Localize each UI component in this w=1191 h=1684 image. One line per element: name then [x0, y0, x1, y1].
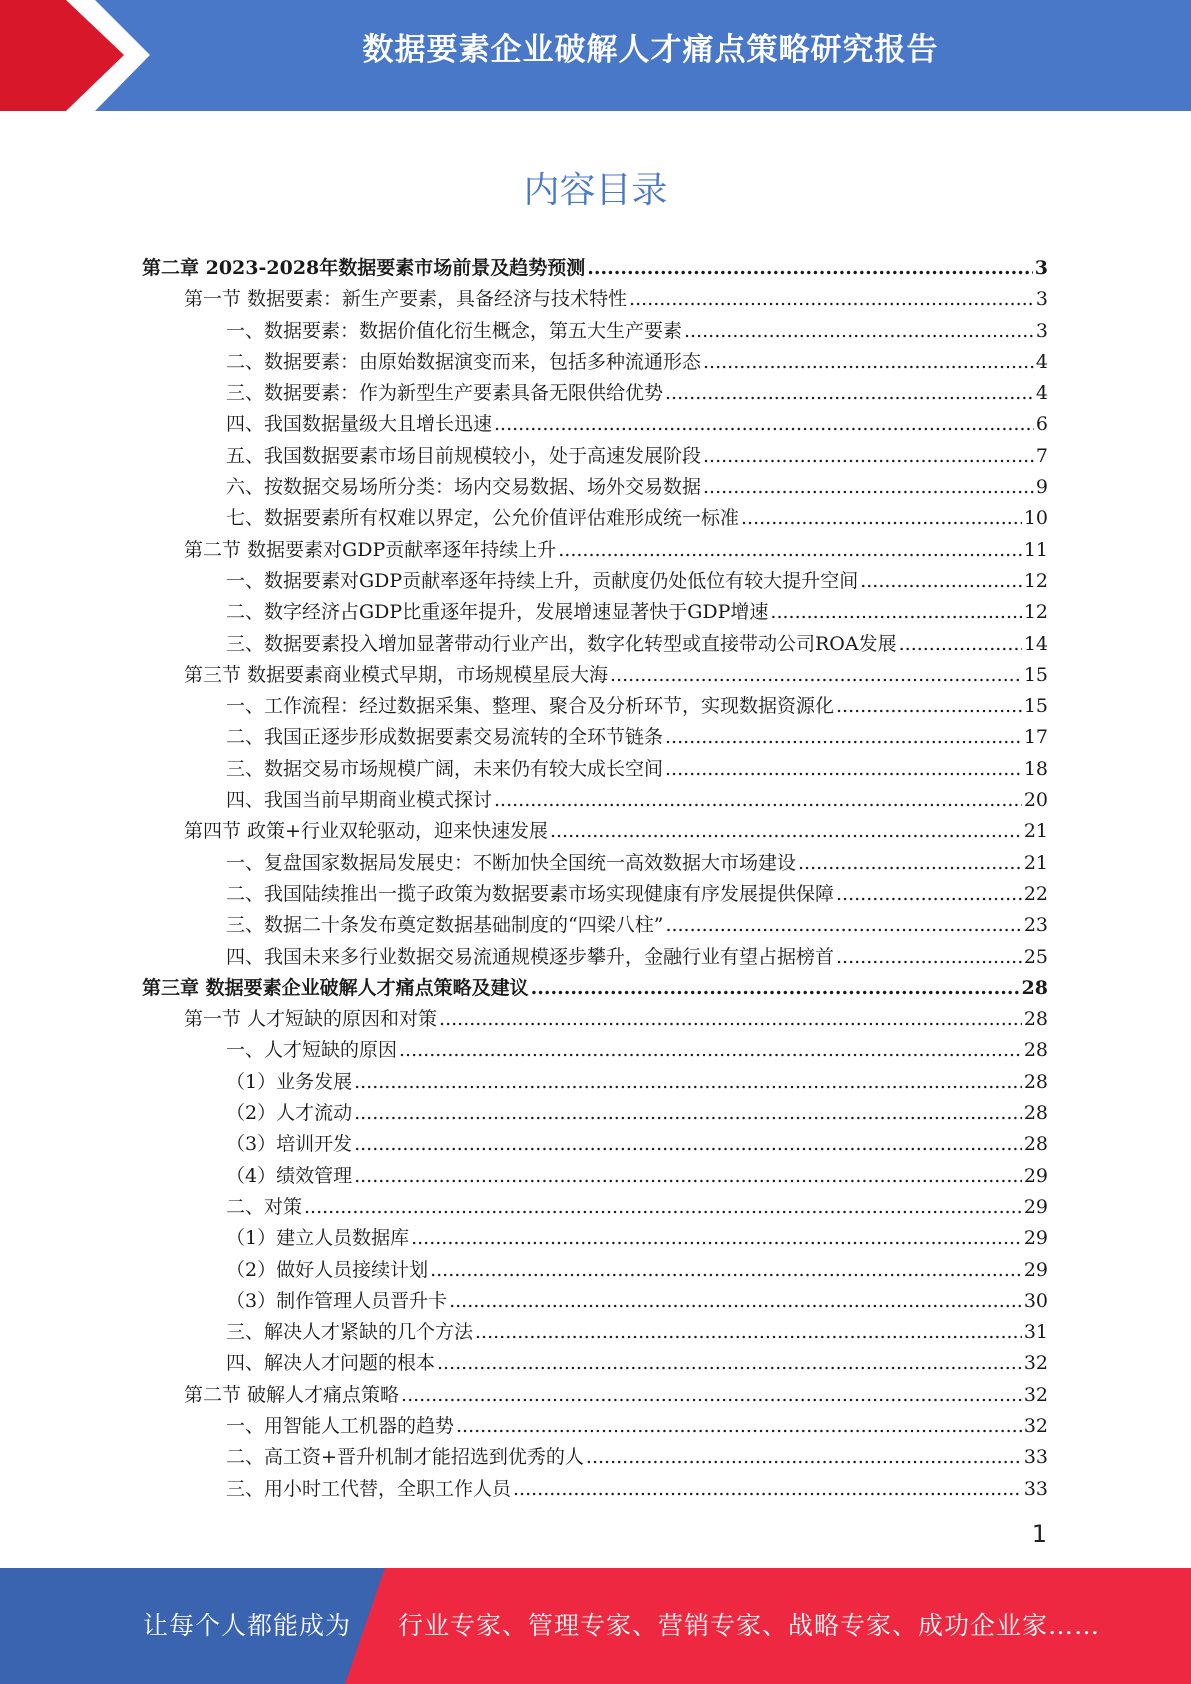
toc-entry-title: 四、解决人才问题的根本 [226, 1352, 436, 1375]
toc-entry-page: 32 [1023, 1352, 1048, 1375]
footer-slogan-right: 行业专家、管理专家、营销专家、战略专家、成功企业家…… [398, 1611, 1101, 1640]
toc-entry[interactable] [142, 1004, 1048, 1035]
toc-dot-leader [494, 789, 1022, 811]
toc-entry-title: 一、工作流程：经过数据采集、整理、聚合及分析环节，实现数据资源化 [226, 695, 835, 718]
toc-entry-page: 32 [1023, 1414, 1048, 1437]
toc-entry-page: 22 [1023, 882, 1048, 905]
toc-entry[interactable] [142, 535, 1048, 566]
toc-dot-leader [798, 852, 1022, 874]
toc-entry[interactable] [142, 1035, 1048, 1066]
toc-entry-page: 6 [1035, 413, 1048, 436]
toc-dot-leader [629, 288, 1034, 310]
toc-entry-title: （4）绩效管理 [226, 1164, 353, 1187]
page-number: 1 [1031, 1520, 1047, 1548]
toc-entry[interactable] [142, 910, 1048, 941]
toc-dot-leader [836, 946, 1022, 968]
toc-entry[interactable] [142, 253, 1048, 284]
toc-dot-leader [836, 695, 1022, 717]
toc-entry-page: 33 [1023, 1477, 1048, 1500]
toc-dot-leader [494, 413, 1034, 435]
toc-entry-title: 二、数据要素：由原始数据演变而来，包括多种流通形态 [226, 350, 702, 373]
toc-entry[interactable] [142, 1380, 1048, 1411]
report-title: 数据要素企业破解人才痛点策略研究报告 [362, 32, 939, 68]
toc-entry-title: 七、数据要素所有权难以界定，公允价值评估难形成统一标准 [226, 507, 740, 530]
toc-dot-leader [354, 1133, 1022, 1155]
header-banner [0, 0, 1191, 111]
toc-entry[interactable] [142, 754, 1048, 785]
toc-entry-title: （1）建立人员数据库 [226, 1227, 410, 1250]
toc-entry-page: 10 [1023, 507, 1048, 530]
toc-entry-page: 7 [1035, 444, 1048, 467]
toc-entry-title: 第四节 政策+行业双轮驱动，迎来快速发展 [184, 820, 548, 843]
toc-entry-title: 二、我国陆续推出一揽子政策为数据要素市场实现健康有序发展提供保障 [226, 882, 835, 905]
toc-entry[interactable] [142, 1255, 1048, 1286]
toc-entry[interactable] [142, 566, 1048, 597]
toc-entry-page: 29 [1023, 1195, 1048, 1218]
toc-entry[interactable] [142, 441, 1048, 472]
toc-entry-title: 一、数据要素：数据价值化衍生概念，第五大生产要素 [226, 319, 683, 342]
toc-entry[interactable] [142, 1129, 1048, 1160]
toc-entry[interactable] [142, 785, 1048, 816]
toc-dot-leader [770, 601, 1021, 623]
toc-entry-title: 一、复盘国家数据局发展史：不断加快全国统一高效数据大市场建设 [226, 851, 797, 874]
toc-entry-title: （1）业务发展 [226, 1070, 353, 1093]
toc-dot-leader [665, 726, 1022, 748]
toc-entry[interactable] [142, 1098, 1048, 1129]
toc-entry-page: 28 [1023, 1039, 1048, 1062]
toc-entry[interactable] [142, 1317, 1048, 1348]
toc-entry[interactable] [142, 597, 1048, 628]
toc-entry[interactable] [142, 629, 1048, 660]
toc-entry-title: 四、我国未来多行业数据交易流通规模逐步攀升，金融行业有望占据榜首 [226, 945, 835, 968]
toc-entry[interactable] [142, 503, 1048, 534]
toc-entry-page: 3 [1034, 257, 1048, 279]
toc-entry[interactable] [142, 942, 1048, 973]
toc-entry-page: 28 [1023, 1102, 1048, 1125]
toc-entry[interactable] [142, 1442, 1048, 1473]
toc-dot-leader [449, 1290, 1022, 1312]
toc-dot-leader [665, 382, 1034, 404]
toc-entry-title: 三、数据二十条发布奠定数据基础制度的“四梁八柱” [226, 914, 664, 937]
toc-dot-leader [741, 507, 1022, 529]
toc-dot-leader [354, 1165, 1022, 1187]
toc-entry-page: 15 [1023, 663, 1048, 686]
toc-entry-title: （2）做好人员接续计划 [226, 1258, 429, 1281]
toc-dot-leader [703, 445, 1034, 467]
toc-entry-page: 28 [1023, 1070, 1048, 1093]
toc-entry[interactable] [142, 816, 1048, 847]
toc-entry-page: 30 [1023, 1289, 1048, 1312]
toc-entry[interactable] [142, 848, 1048, 879]
toc-dot-leader [703, 351, 1034, 373]
toc-entry-title: 三、解决人才紧缺的几个方法 [226, 1321, 474, 1344]
toc-entry-title: （2）人才流动 [226, 1102, 353, 1125]
toc-entry-page: 28 [1023, 1133, 1048, 1156]
toc-entry-title: 五、我国数据要素市场目前规模较小，处于高速发展阶段 [226, 444, 702, 467]
toc-entry-page: 18 [1023, 757, 1048, 780]
toc-entry-title: 二、数字经济占GDP比重逐年提升，发展增速显著快于GDP增速 [226, 601, 769, 624]
toc-dot-leader [684, 320, 1034, 342]
toc-dot-leader [531, 977, 1020, 999]
toc-entry-page: 25 [1023, 945, 1048, 968]
toc-entry-page: 11 [1023, 538, 1048, 561]
toc-dot-leader [836, 883, 1022, 905]
toc-entry-page: 31 [1023, 1321, 1048, 1344]
toc-entry-title: 四、我国数据量级大且增长迅速 [226, 413, 493, 436]
toc-entry[interactable] [142, 973, 1048, 1004]
toc-entry-title: 一、用智能人工机器的趋势 [226, 1414, 455, 1437]
toc-entry-title: 第三节 数据要素商业模式早期，市场规模星辰大海 [184, 663, 609, 686]
toc-heading: 内容目录 [523, 170, 668, 211]
toc-entry-title: 二、高工资+晋升机制才能招选到优秀的人 [226, 1446, 584, 1469]
toc-entry[interactable] [142, 347, 1048, 378]
toc-entry-title: 六、按数据交易场所分类：场内交易数据、场外交易数据 [226, 476, 702, 499]
toc-entry[interactable] [142, 879, 1048, 910]
toc-entry[interactable] [142, 722, 1048, 753]
toc-dot-leader [550, 820, 1022, 842]
toc-entry-page: 12 [1023, 569, 1048, 592]
toc-dot-leader [437, 1352, 1022, 1374]
toc-entry-title: 二、对策 [226, 1195, 303, 1218]
toc-entry[interactable] [142, 316, 1048, 347]
toc-entry[interactable] [142, 660, 1048, 691]
toc-dot-leader [703, 476, 1034, 498]
toc-entry[interactable] [142, 1348, 1048, 1379]
toc-entry-page: 28 [1023, 1008, 1048, 1031]
toc-entry-page: 23 [1023, 914, 1048, 937]
toc-entry-title: 三、数据要素：作为新型生产要素具备无限供给优势 [226, 382, 664, 405]
toc-entry[interactable] [142, 1286, 1048, 1317]
toc-entry-page: 32 [1023, 1383, 1048, 1406]
toc-entry[interactable] [142, 378, 1048, 409]
toc-dot-leader [401, 1384, 1022, 1406]
toc-entry-title: （3）制作管理人员晋升卡 [226, 1289, 448, 1312]
toc-entry-page: 33 [1023, 1446, 1048, 1469]
toc-entry[interactable] [142, 1411, 1048, 1442]
toc-entry-page: 14 [1023, 632, 1048, 655]
toc-entry-page: 3 [1035, 319, 1048, 342]
toc-dot-leader [513, 1478, 1022, 1500]
toc-entry-page: 9 [1035, 476, 1048, 499]
toc-entry-page: 17 [1023, 726, 1048, 749]
toc-entry[interactable] [142, 472, 1048, 503]
toc-dot-leader [475, 1321, 1022, 1343]
toc-entry[interactable] [142, 1223, 1048, 1254]
toc-entry[interactable] [142, 409, 1048, 440]
toc-entry-page: 29 [1023, 1164, 1048, 1187]
toc-entry-page: 29 [1023, 1227, 1048, 1250]
toc-entry-page: 28 [1021, 976, 1048, 999]
toc-entry-page: 21 [1023, 820, 1048, 843]
toc-entry-title: 四、我国当前早期商业模式探讨 [226, 789, 493, 812]
toc-entry-page: 29 [1023, 1258, 1048, 1281]
toc-dot-leader [354, 1071, 1022, 1093]
toc-entry[interactable] [142, 1474, 1048, 1505]
toc-entry-title: （3）培训开发 [226, 1133, 353, 1156]
footer-slogan-left: 让每个人都能成为 [143, 1611, 352, 1640]
toc-entry-title: 一、数据要素对GDP贡献率逐年持续上升，贡献度仍处低位有较大提升空间 [226, 569, 859, 592]
toc-entry-title: 第二章 2023-2028年数据要素市场前景及趋势预测 [142, 257, 586, 279]
toc-dot-leader [899, 633, 1022, 655]
toc-entry[interactable] [142, 1067, 1048, 1098]
toc-entry-title: 三、数据交易市场规模广阔，未来仍有较大成长空间 [226, 757, 664, 780]
toc-entry-title: 第二节 数据要素对GDP贡献率逐年持续上升 [184, 538, 557, 561]
toc-entry[interactable] [142, 1161, 1048, 1192]
toc-entry-page: 3 [1035, 288, 1048, 311]
toc-entry-page: 21 [1023, 851, 1048, 874]
toc-dot-leader [354, 1102, 1022, 1124]
toc-entry-title: 二、我国正逐步形成数据要素交易流转的全环节链条 [226, 726, 664, 749]
toc-dot-leader [439, 1008, 1022, 1030]
toc-dot-leader [430, 1259, 1022, 1281]
toc-entry-title: 第一节 人才短缺的原因和对策 [184, 1008, 438, 1031]
toc-entry-page: 4 [1035, 350, 1048, 373]
table-of-contents [142, 253, 1048, 1505]
toc-entry-title: 三、数据要素投入增加显著带动行业产出，数字化转型或直接带动公司ROA发展 [226, 632, 897, 655]
toc-entry-page: 12 [1023, 601, 1048, 624]
toc-dot-leader [558, 539, 1022, 561]
toc-dot-leader [411, 1227, 1022, 1249]
toc-entry[interactable] [142, 1192, 1048, 1223]
toc-dot-leader [586, 1446, 1022, 1468]
toc-entry-title: 三、用小时工代替，全职工作人员 [226, 1477, 512, 1500]
toc-entry[interactable] [142, 691, 1048, 722]
footer-banner [0, 1568, 1191, 1684]
toc-dot-leader [456, 1415, 1022, 1437]
toc-entry-title: 第二节 破解人才痛点策略 [184, 1383, 400, 1406]
toc-entry-page: 20 [1023, 789, 1048, 812]
toc-entry-title: 第一节 数据要素：新生产要素，具备经济与技术特性 [184, 288, 628, 311]
toc-entry[interactable] [142, 284, 1048, 315]
toc-dot-leader [610, 664, 1022, 686]
toc-entry-page: 4 [1035, 382, 1048, 405]
toc-dot-leader [304, 1196, 1022, 1218]
toc-dot-leader [665, 758, 1022, 780]
toc-dot-leader [665, 914, 1021, 936]
toc-dot-leader [399, 1039, 1022, 1061]
toc-entry-title: 一、人才短缺的原因 [226, 1039, 398, 1062]
toc-entry-page: 15 [1023, 695, 1048, 718]
toc-entry-title: 第三章 数据要素企业破解人才痛点策略及建议 [142, 976, 529, 999]
toc-dot-leader [860, 570, 1022, 592]
toc-dot-leader [587, 257, 1033, 279]
